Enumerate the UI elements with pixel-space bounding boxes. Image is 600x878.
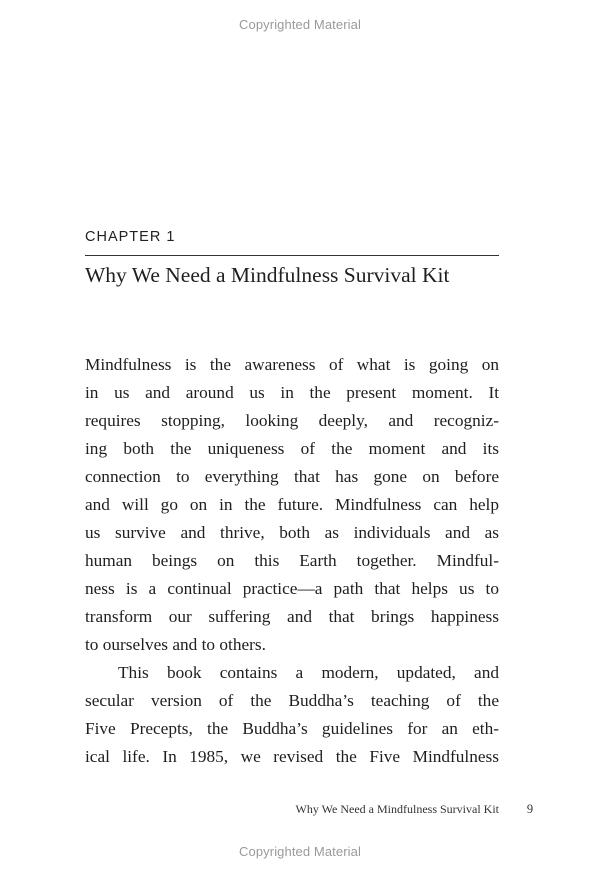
body-line: connection to everything that has gone on before xyxy=(85,467,499,486)
body-line: in us and around us in the present moment. It xyxy=(85,383,499,402)
body-line: ical life. In 1985, we revised the Five Mindfulness xyxy=(85,747,499,766)
body-line-paragraph-end: to ourselves and to others. xyxy=(85,635,266,654)
body-line: requires stopping, looking deeply, and recogniz- xyxy=(85,411,499,430)
body-line: human beings on this Earth together. Mindful- xyxy=(85,551,499,570)
body-line: ing both the uniqueness of the moment and its xyxy=(85,439,499,458)
running-head: Why We Need a Mindfulness Survival Kit xyxy=(295,802,499,816)
body-text xyxy=(85,351,499,771)
chapter-label: CHAPTER 1 xyxy=(85,229,176,245)
body-line: us survive and thrive, both as individuals and as xyxy=(85,523,499,542)
body-line: Mindfulness is the awareness of what is going on xyxy=(85,355,499,374)
body-line: secular version of the Buddha’s teaching of the xyxy=(85,691,499,710)
chapter-rule-divider xyxy=(85,255,499,256)
copyright-watermark-bottom: Copyrighted Material xyxy=(239,844,361,859)
copyright-watermark-top: Copyrighted Material xyxy=(239,17,361,32)
body-line: and will go on in the future. Mindfulness can help xyxy=(85,495,499,514)
page-number: 9 xyxy=(526,802,534,816)
body-line: ness is a continual practice—a path that helps us to xyxy=(85,579,499,598)
chapter-title: Why We Need a Mindfulness Survival Kit xyxy=(85,263,450,287)
body-line: Five Precepts, the Buddha’s guidelines for an eth- xyxy=(85,719,499,738)
body-line-paragraph-start: This book contains a modern, updated, and xyxy=(118,663,499,682)
body-line: transform our suffering and that brings happiness xyxy=(85,607,499,626)
